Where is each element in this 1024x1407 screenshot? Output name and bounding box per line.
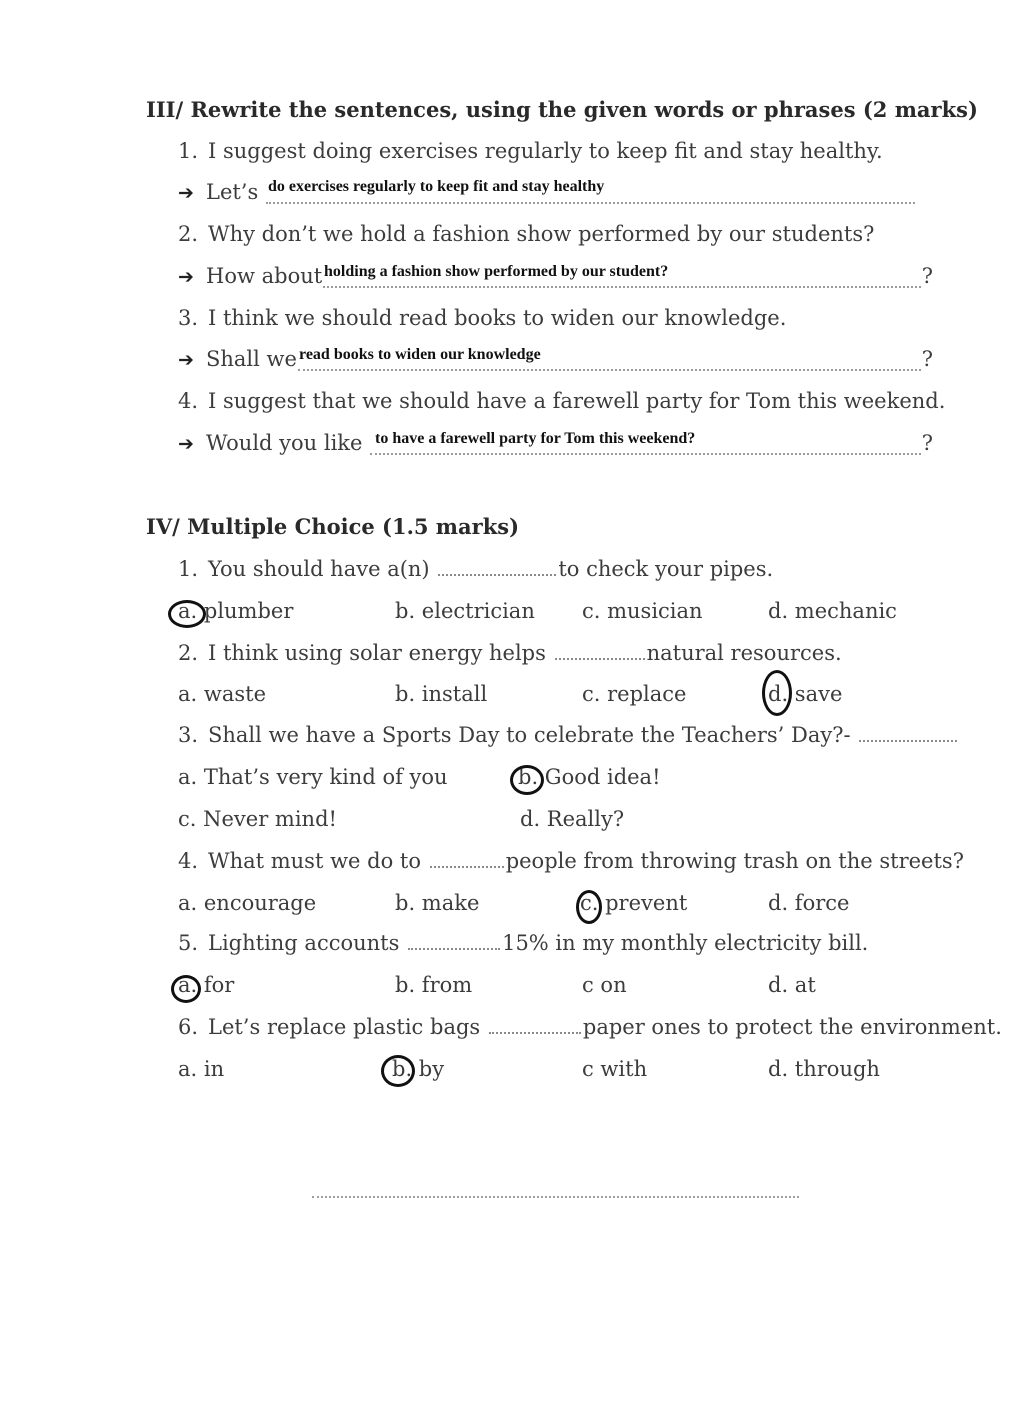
answer-end: ? — [921, 347, 933, 371]
answer-blank — [323, 286, 921, 288]
answer-lead: Let’s — [206, 180, 259, 204]
question-text-before: Shall we have a Sports Day to celebrate the Teachers’ Day?- — [208, 723, 851, 747]
question-text-before: What must we do to — [208, 849, 421, 873]
footer-divider — [312, 1196, 799, 1198]
question-text-after: to check your pipes. — [558, 557, 774, 581]
arrow-icon: ➔ — [178, 266, 194, 288]
option-d[interactable]: d. mechanic — [768, 599, 897, 623]
item-sentence: I suggest doing exercises regularly to keep fit and stay healthy. — [208, 139, 883, 163]
written-answer: do exercises regularly to keep fit and stay healthy — [268, 178, 605, 195]
question-number: 3. — [178, 723, 199, 747]
option-c[interactable]: c with — [582, 1057, 648, 1081]
rewrite-item-3 — [178, 306, 786, 330]
mc-question-4 — [178, 849, 964, 873]
written-answer: read books to widen our knowledge — [299, 346, 541, 363]
answer-end: ? — [921, 264, 933, 288]
rewrite-answer-2 — [178, 264, 933, 290]
question-blank — [430, 866, 504, 868]
question-number: 1. — [178, 557, 199, 581]
question-text-before: You should have a(n) — [208, 557, 430, 581]
question-text-after: people from throwing trash on the streets? — [505, 849, 964, 873]
option-b[interactable]: b. install — [395, 682, 488, 706]
rewrite-answer-3 — [178, 347, 933, 373]
question-number: 6. — [178, 1015, 199, 1039]
option-c[interactable]: c on — [582, 973, 627, 997]
item-sentence: I think we should read books to widen our knowledge. — [208, 306, 787, 330]
mc-question-3 — [178, 723, 959, 747]
arrow-icon: ➔ — [178, 182, 194, 204]
item-sentence: Why don’t we hold a fashion show performed by our students? — [208, 222, 875, 246]
question-number: 5. — [178, 931, 199, 955]
option-b[interactable]: b. electrician — [395, 599, 535, 623]
selected-answer-circle — [381, 1055, 415, 1087]
section-3-heading: III/ Rewrite the sentences, using the given words or phrases (2 marks) — [146, 97, 978, 122]
option-d[interactable]: d. at — [768, 973, 816, 997]
answer-blank — [370, 453, 921, 455]
rewrite-answer-1 — [178, 180, 933, 206]
arrow-icon: ➔ — [178, 433, 194, 455]
question-blank — [438, 574, 556, 576]
rewrite-answer-4 — [178, 431, 933, 457]
option-a[interactable]: a. That’s very kind of you — [178, 765, 448, 789]
answer-blank — [298, 369, 921, 371]
question-blank — [408, 948, 500, 950]
question-text-after: paper ones to protect the environment. — [582, 1015, 1002, 1039]
question-text-before: Lighting accounts — [208, 931, 400, 955]
item-number: 4. — [178, 389, 199, 413]
section-4-heading: IV/ Multiple Choice (1.5 marks) — [146, 514, 520, 539]
option-d[interactable]: d. through — [768, 1057, 880, 1081]
option-c[interactable]: c. Never mind! — [178, 807, 337, 831]
selected-answer-circle — [168, 600, 206, 628]
option-d[interactable]: d. Really? — [520, 807, 625, 831]
question-text-after: 15% in my monthly electricity bill. — [502, 931, 869, 955]
mc-question-6 — [178, 1015, 1002, 1039]
option-c[interactable]: c. musician — [582, 599, 703, 623]
selected-answer-circle — [576, 890, 602, 924]
option-c[interactable]: c. prevent — [580, 891, 688, 915]
question-blank — [555, 658, 645, 660]
question-text-before: Let’s replace plastic bags — [208, 1015, 481, 1039]
mc-question-2 — [178, 641, 842, 665]
item-number: 2. — [178, 222, 199, 246]
answer-lead: How about — [206, 264, 323, 288]
item-sentence: I suggest that we should have a farewell party for Tom this weekend. — [208, 389, 946, 413]
arrow-icon: ➔ — [178, 349, 194, 371]
mc-question-1 — [178, 557, 773, 581]
question-text-after: natural resources. — [646, 641, 842, 665]
answer-lead: Shall we — [206, 347, 297, 371]
item-number: 3. — [178, 306, 199, 330]
answer-blank — [266, 202, 915, 204]
mc-question-5 — [178, 931, 868, 955]
option-a[interactable]: a. for — [178, 973, 235, 997]
option-c[interactable]: c. replace — [582, 682, 687, 706]
question-number: 2. — [178, 641, 199, 665]
option-b[interactable]: b. make — [395, 891, 480, 915]
item-number: 1. — [178, 139, 199, 163]
option-b[interactable]: b. by — [392, 1057, 445, 1081]
answer-end: ? — [921, 431, 933, 455]
option-a[interactable]: a. waste — [178, 682, 267, 706]
written-answer: holding a fashion show performed by our student? — [324, 263, 669, 280]
option-b[interactable]: b. Good idea! — [518, 765, 661, 789]
option-a[interactable]: a. in — [178, 1057, 225, 1081]
rewrite-item-1 — [178, 139, 883, 163]
question-text-before: I think using solar energy helps — [208, 641, 546, 665]
answer-lead: Would you like — [206, 431, 363, 455]
option-b[interactable]: b. from — [395, 973, 473, 997]
selected-answer-circle — [510, 765, 544, 795]
option-a[interactable]: a. encourage — [178, 891, 317, 915]
option-d[interactable]: d. force — [768, 891, 850, 915]
written-answer: to have a farewell party for Tom this weekend? — [375, 430, 696, 447]
option-a[interactable]: a. plumber — [178, 599, 294, 623]
rewrite-item-2 — [178, 222, 874, 246]
rewrite-item-4 — [178, 389, 945, 413]
question-blank — [859, 740, 957, 742]
question-number: 4. — [178, 849, 199, 873]
selected-answer-circle — [762, 670, 792, 716]
selected-answer-circle — [171, 975, 201, 1003]
question-blank — [489, 1032, 581, 1034]
option-d[interactable]: d. save — [768, 682, 843, 706]
